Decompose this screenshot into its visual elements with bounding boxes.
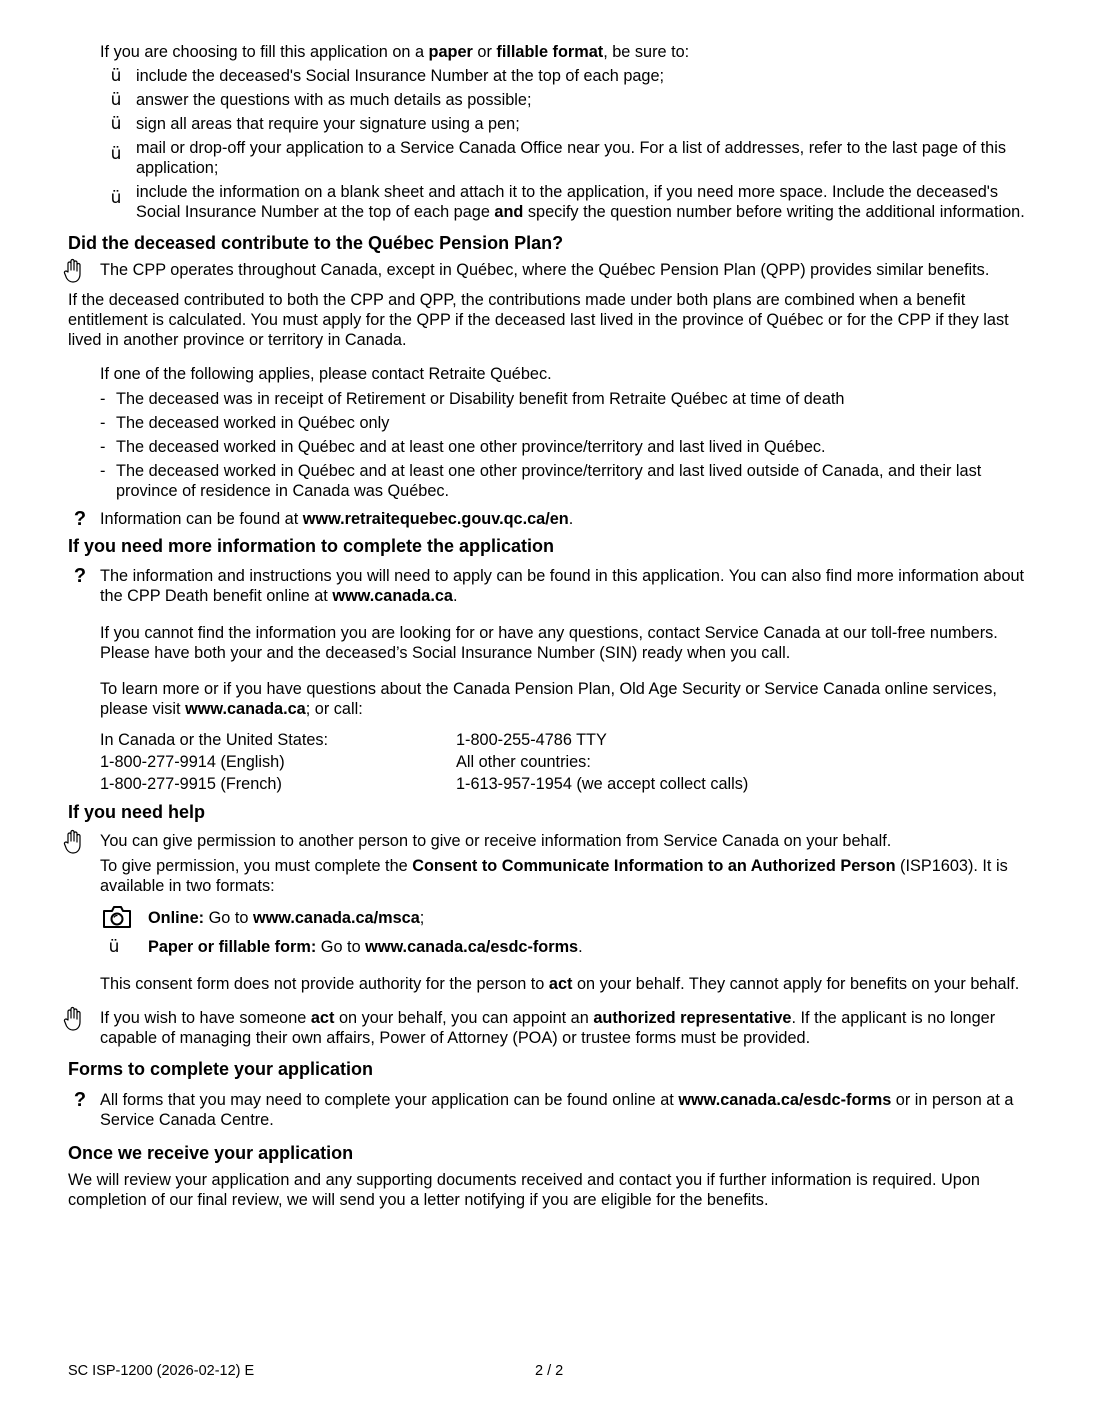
list-item: - The deceased worked in Québec and at least one other province/territory and last lived outside of Canada, and their last province of residence in Canada was Québec.: [100, 462, 982, 500]
more-info-p3: To learn more or if you have questions about the Canada Pension Plan, Old Age Security or Service Canada online services, please visit www.canada.ca; or call:: [100, 680, 997, 718]
checkmark-icon: ü: [110, 144, 122, 164]
help-p4: If you wish to have someone act on your behalf, you can appoint an authorized representative. If the applicant is no longer capable of managing their own affairs, Power of Attorney (POA) or trustee forms must be provided.: [68, 1008, 1038, 1048]
hand-stop-icon: [68, 831, 92, 855]
qpp-info: ? Information can be found at www.retraitequebec.gouv.qc.ca/en.: [68, 509, 1038, 529]
hand-stop-icon: [68, 1008, 92, 1032]
form-id: SC ISP-1200 (2026-02-12) E: [68, 1363, 255, 1379]
help-p2: To give permission, you must complete the Consent to Communicate Information to an Authorized Person (ISP1603). It is available in two formats:: [100, 857, 1008, 895]
qpp-contact: If one of the following applies, please contact Retraite Québec.: [100, 365, 552, 383]
hand-stop-icon: [68, 260, 92, 284]
checklist: [68, 66, 1038, 222]
list-item: ü mail or drop-off your application to a Service Canada Office near you. For a list of addresses, refer to the last page of this application;: [104, 138, 1038, 178]
checkmark-icon: ü: [110, 66, 122, 86]
forms-paragraph: ? All forms that you may need to complete your application can be found online at www.canada.ca/esdc-forms or in person at a Service Canada Centre.: [68, 1090, 1038, 1130]
paper-option: ü Paper or fillable form: Go to www.canada.ca/esdc-forms.: [102, 937, 1038, 957]
section-heading-qpp: Did the deceased contribute to the Québec Pension Plan?: [68, 233, 564, 253]
checkmark-icon: ü: [110, 114, 122, 134]
checkmark-icon: ü: [110, 90, 122, 110]
camera-icon: [102, 905, 126, 929]
checkmark-icon: ü: [110, 188, 122, 208]
esdc-forms-link[interactable]: www.canada.ca/esdc-forms: [678, 1091, 892, 1109]
help-p3: This consent form does not provide authority for the person to act on your behalf. They cannot apply for benefits on your behalf.: [100, 975, 1020, 993]
receive-paragraph: We will review your application and any supporting documents received and contact you if further information is required. Upon completion of our final review, we will send you a letter notifying if you are eligible for the benefits.: [68, 1171, 980, 1209]
page-footer: [68, 1362, 668, 1380]
page-number: 2 / 2: [535, 1363, 564, 1379]
phone-numbers: In Canada or the United States: 1-800-255-4786 TTY 1-800-277-9914 (English) All other countries: 1-800-277-9915 (French) 1-613-957-1954 (we accept collect calls): [100, 731, 749, 793]
list-item: ü answer the questions with as much details as possible;: [104, 90, 1038, 110]
canada-ca-link[interactable]: www.canada.ca: [185, 700, 306, 718]
more-info-p2: If you cannot find the information you are looking for or have any questions, contact Service Canada at our toll-free numbers. Please have both your and the deceased’s Social Insurance Number (SIN) ready when you call.: [100, 624, 998, 662]
list-item: - The deceased was in receipt of Retirement or Disability benefit from Retraite Québec at time of death: [100, 390, 845, 408]
list-item: - The deceased worked in Québec and at least one other province/territory and last lived in Québec.: [100, 438, 826, 456]
list-item: ü include the deceased's Social Insurance Number at the top of each page;: [104, 66, 1038, 86]
section-heading-more-info: If you need more information to complete the application: [68, 536, 555, 556]
list-item: - The deceased worked in Québec only: [100, 414, 390, 432]
qpp-note: The CPP operates throughout Canada, except in Québec, where the Québec Pension Plan (QPP) provides similar benefits.: [68, 260, 1038, 280]
section-heading-help: If you need help: [68, 802, 206, 822]
section-heading-receive: Once we receive your application: [68, 1143, 354, 1163]
qpp-paragraph: If the deceased contributed to both the CPP and QPP, the contributions made under both plans are combined when a benefit entitlement is calculated. You must apply for the QPP if the deceased last lived in the province of Québec or for the CPP if they last lived in another province or territory in Canada.: [68, 291, 1009, 349]
more-info-p1: ? The information and instructions you will need to apply can be found in this application. You can also find more information about the CPP Death benefit online at www.canada.ca.: [68, 566, 1038, 606]
esdc-forms-link[interactable]: www.canada.ca/esdc-forms: [365, 938, 579, 956]
qpp-list: [68, 389, 1038, 501]
msca-link[interactable]: www.canada.ca/msca: [252, 909, 420, 927]
retraite-quebec-link[interactable]: www.retraitequebec.gouv.qc.ca/en: [302, 510, 569, 528]
canada-ca-link[interactable]: www.canada.ca: [332, 587, 453, 605]
intro-text: If you are choosing to fill this application on a paper or fillable format, be sure to:: [100, 43, 690, 61]
page-content: [68, 40, 1038, 1210]
list-item: ü include the information on a blank sheet and attach it to the application, if you need more space. Include the deceased's Social Insurance Number at the top of each page and specify the question number before writing the additional information.: [104, 182, 1038, 222]
question-mark-icon: ?: [73, 1089, 87, 1111]
checkmark-icon: ü: [108, 937, 120, 957]
help-p1: You can give permission to another person to give or receive information from Service Canada on your behalf.: [68, 831, 1038, 851]
question-mark-icon: ?: [73, 565, 87, 587]
section-heading-forms: Forms to complete your application: [68, 1059, 374, 1079]
list-item: ü sign all areas that require your signature using a pen;: [104, 114, 1038, 134]
question-mark-icon: ?: [73, 508, 87, 530]
online-option: Online: Go to www.canada.ca/msca;: [102, 908, 1038, 928]
